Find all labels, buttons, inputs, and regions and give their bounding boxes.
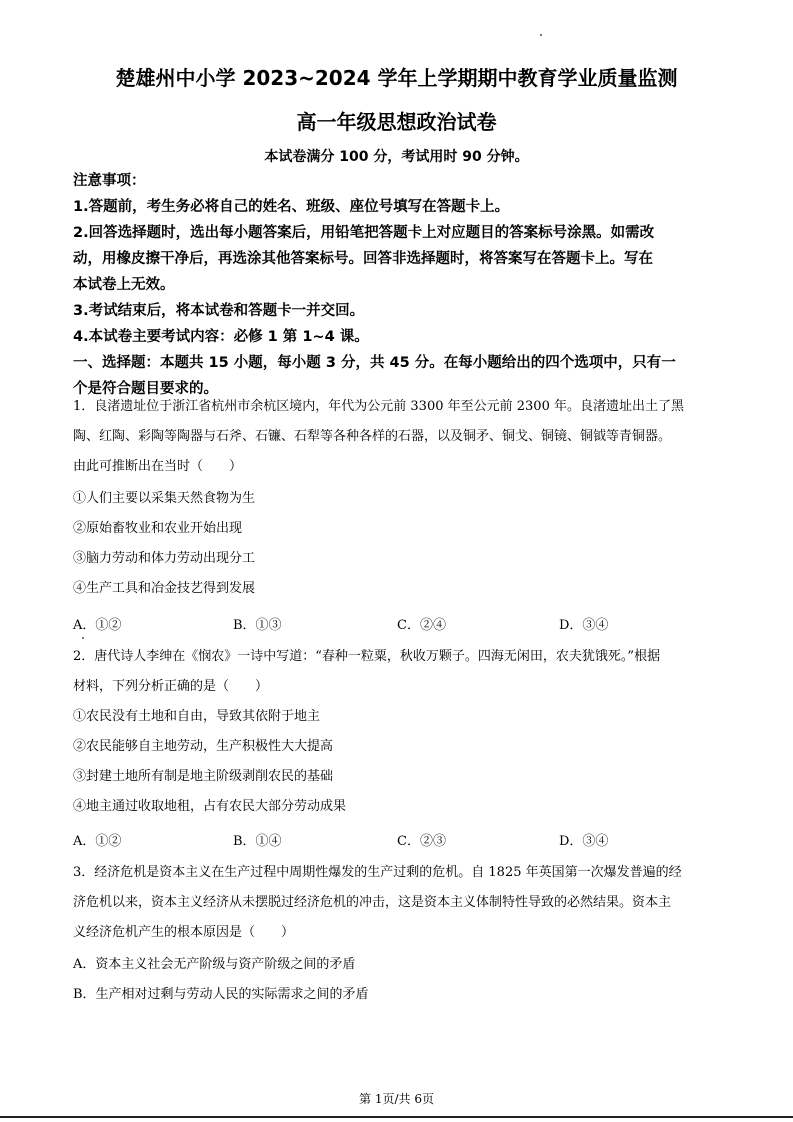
option-b: B．生产相对过剩与劳动人民的实际需求之间的矛盾 bbox=[73, 987, 369, 1002]
section-heading-cont: 个是符合题目要求的。 bbox=[73, 381, 218, 397]
option-d: D．③④ bbox=[559, 834, 609, 849]
note-line: 动，用橡皮擦干净后，再选涂其他答案标号。回答非选择题时，将答案写在答题卡上。写在 bbox=[73, 251, 653, 267]
note-line: 3.考试结束后，将本试卷和答题卡一并交回。 bbox=[73, 303, 365, 319]
option-c: C．②③ bbox=[397, 834, 446, 849]
question-text: 义经济危机产生的根本原因是（ ） bbox=[73, 925, 295, 940]
exam-score-time: 本试卷满分 100 分，考试用时 90 分钟。 bbox=[264, 149, 529, 165]
notes-heading: 注意事项： bbox=[73, 173, 146, 189]
statement: ③脑力劳动和体力劳动出现分工 bbox=[73, 551, 256, 566]
note-line: 4.本试卷主要考试内容：必修 1 第 1~4 课。 bbox=[73, 329, 369, 345]
note-line: 1.答题前，考生务必将自己的姓名、班级、座位号填写在答题卡上。 bbox=[73, 199, 510, 215]
statement: ①人们主要以采集天然食物为生 bbox=[73, 491, 256, 506]
question-1-options bbox=[73, 614, 723, 638]
question-2 bbox=[73, 642, 723, 822]
page-number: 第 1页/共 6页 bbox=[359, 1092, 434, 1106]
statement: ④地主通过收取地租，占有农民大部分劳动成果 bbox=[73, 799, 347, 814]
question-1 bbox=[73, 392, 723, 604]
option-b: B．①④ bbox=[233, 834, 282, 849]
option-b: B．①③ bbox=[233, 618, 282, 633]
statement: ③封建土地所有制是地主阶级剥削农民的基础 bbox=[73, 769, 334, 784]
scan-speck bbox=[82, 637, 84, 639]
option-d: D．③④ bbox=[559, 618, 609, 633]
question-text: 济危机以来，资本主义经济从未摆脱过经济危机的冲击，这是资本主义体制特性导致的必然结果。资本主 bbox=[73, 895, 672, 910]
scan-speck bbox=[540, 34, 542, 36]
note-line: 2.回答选择题时，选出每小题答案后，用铅笔把答题卡上对应题目的答案标号涂黑。如需改 bbox=[73, 225, 655, 241]
question-text: 2．唐代诗人李绅在《悯农》一诗中写道：“春种一粒粟，秋收万颗子。四海无闲田，农夫犹饿死。”根据 bbox=[73, 649, 661, 664]
statement: ②原始畜牧业和农业开始出现 bbox=[73, 521, 243, 536]
notes-block bbox=[73, 168, 723, 402]
question-text: 陶、红陶、彩陶等陶器与石斧、石镰、石犁等各种各样的石器，以及铜矛、铜戈、铜镜、铜钺等青铜器。 bbox=[73, 429, 672, 444]
question-3 bbox=[73, 858, 723, 1010]
question-text: 由此可推断出在当时（ ） bbox=[73, 459, 243, 474]
option-a: A．资本主义社会无产阶级与资产阶级之间的矛盾 bbox=[73, 957, 356, 972]
note-line: 本试卷上无效。 bbox=[73, 277, 175, 293]
question-text: 材料，下列分析正确的是（ ） bbox=[73, 679, 269, 694]
statement: ④生产工具和冶金技艺得到发展 bbox=[73, 581, 256, 596]
option-a: A．①② bbox=[73, 834, 122, 849]
option-c: C．②④ bbox=[397, 618, 446, 633]
statement: ②农民能够自主地劳动，生产积极性大大提高 bbox=[73, 739, 334, 754]
question-text: 3．经济危机是资本主义在生产过程中周期性爆发的生产过剩的危机。自 1825 年英国第一次爆发普遍的经 bbox=[73, 865, 682, 880]
section-heading: 一、选择题：本题共 15 小题，每小题 3 分，共 45 分。在每小题给出的四个选项中，只有一 bbox=[73, 355, 676, 371]
question-text: 1．良渚遗址位于浙江省杭州市余杭区境内，年代为公元前 3300 年至公元前 2300 年。良渚遗址出土了黑 bbox=[73, 399, 684, 414]
exam-title: 楚雄州中小学 2023~2024 学年上学期期中教育学业质量监测 bbox=[115, 66, 678, 90]
page-bottom-edge bbox=[0, 1116, 793, 1118]
question-2-options bbox=[73, 830, 723, 854]
statement: ①农民没有土地和自由，导致其依附于地主 bbox=[73, 709, 321, 724]
exam-subject-title: 高一年级思想政治试卷 bbox=[296, 110, 497, 134]
option-a: A．①② bbox=[73, 618, 122, 633]
